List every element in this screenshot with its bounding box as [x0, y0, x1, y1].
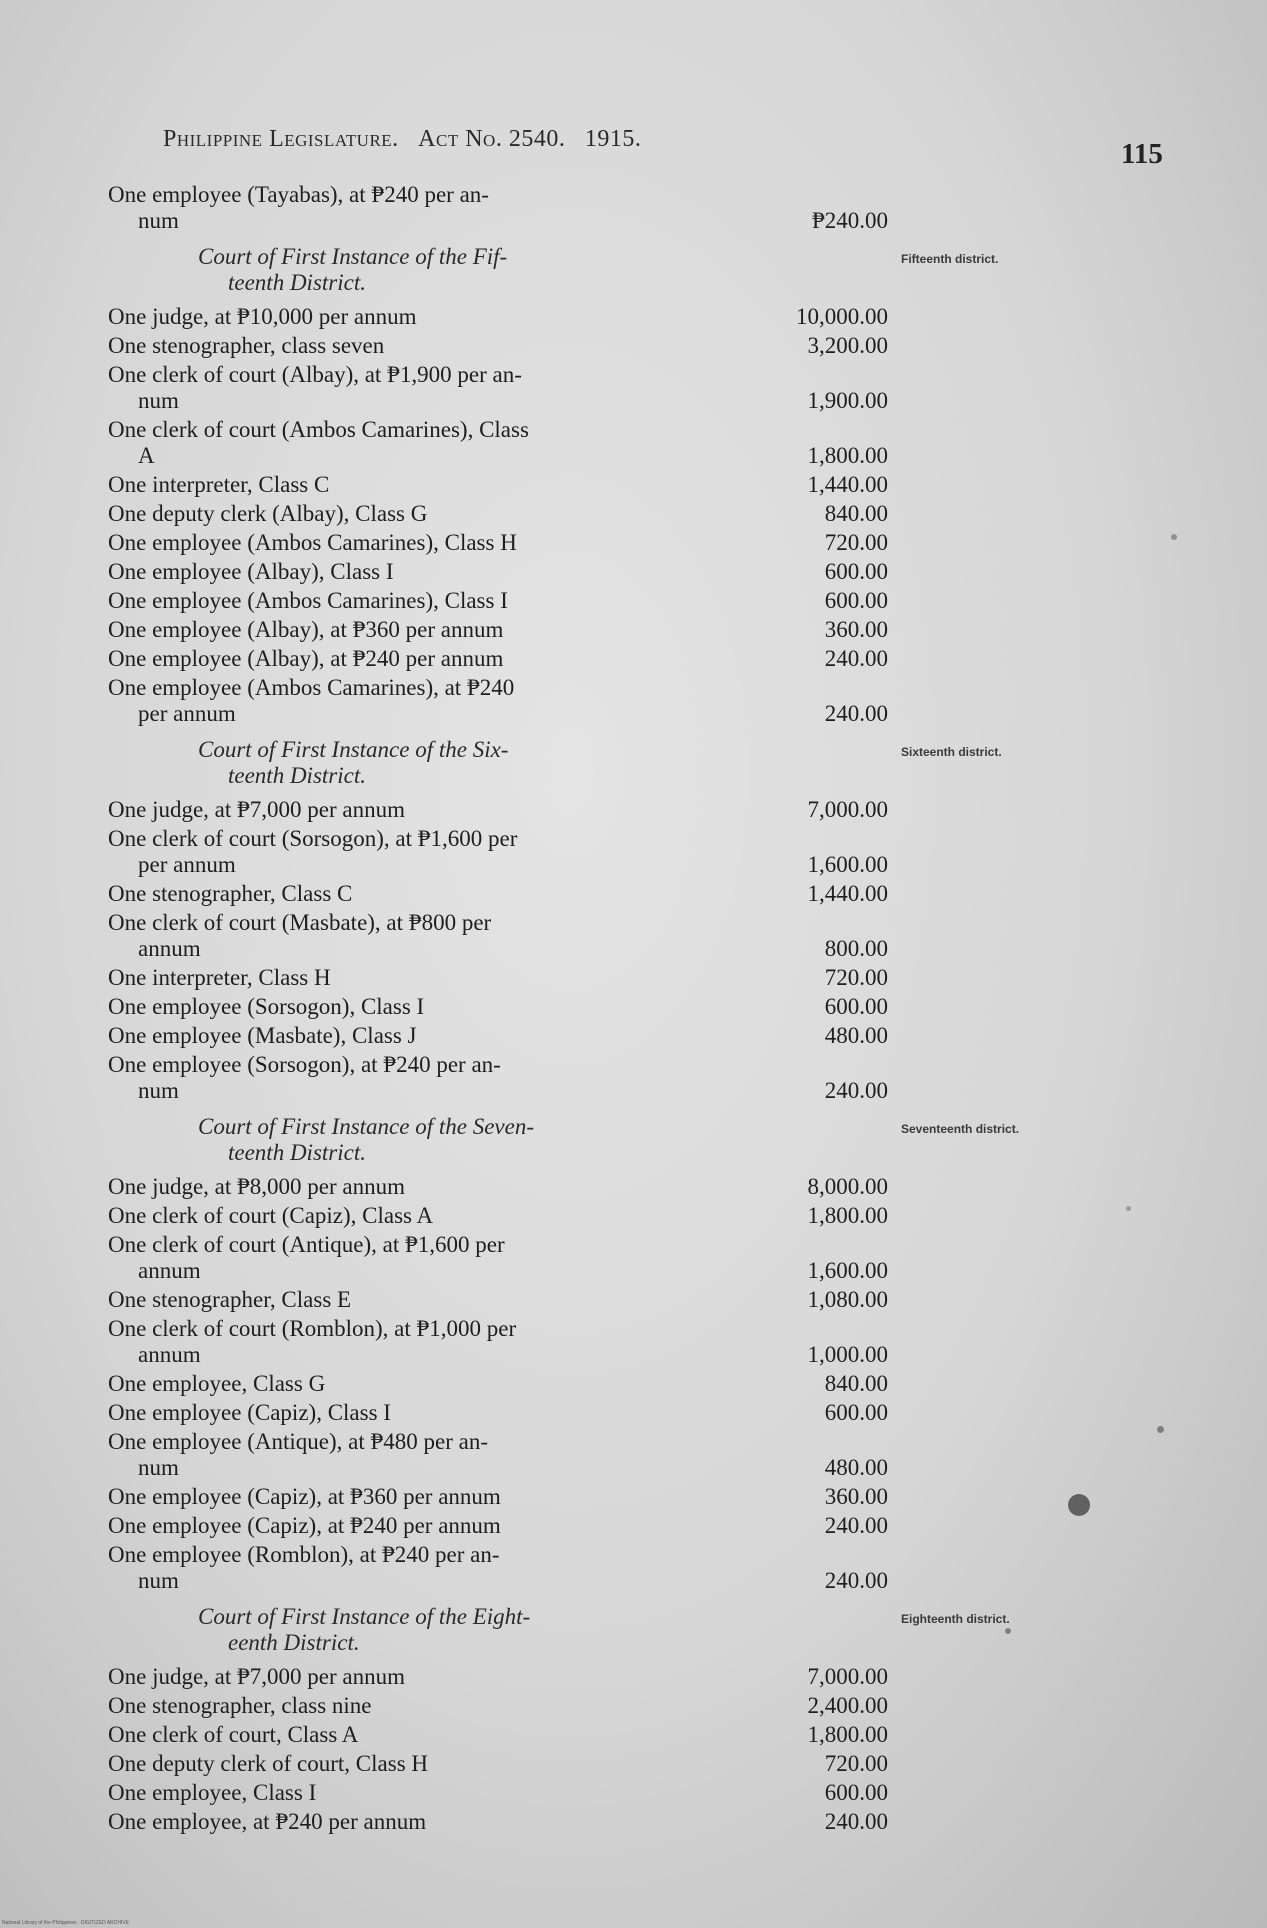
- budget-line-item: [108, 1287, 888, 1313]
- item-text-line-1: [108, 797, 702, 823]
- item-amount: 1,600.00: [807, 852, 888, 877]
- item-text: One clerk of court, Class A: [108, 1722, 359, 1747]
- item-text-line-1: [108, 675, 702, 701]
- budget-line-item: [108, 1542, 888, 1594]
- item-text-line-1: [108, 994, 702, 1020]
- item-description: [108, 1287, 702, 1313]
- budget-line-item: [108, 1174, 888, 1200]
- item-amount: 240.00: [824, 1513, 888, 1538]
- budget-line-item: [108, 617, 888, 643]
- item-description: [108, 617, 702, 643]
- item-text-line-1: [108, 304, 702, 330]
- district-title-line-2: teenth District.: [228, 763, 366, 788]
- item-description: [108, 1484, 702, 1510]
- item-text-line-1: [108, 182, 702, 208]
- district-heading: [108, 1114, 1020, 1166]
- item-description: [108, 588, 702, 614]
- item-description: [108, 417, 702, 469]
- budget-line-item: [108, 1751, 888, 1777]
- item-description: [108, 1316, 702, 1368]
- item-text-line-1: [108, 417, 702, 443]
- item-text-continued: num: [138, 388, 179, 413]
- item-text-line-2: [108, 936, 702, 962]
- item-amount: 1,600.00: [807, 1258, 888, 1283]
- item-text-line-1: [108, 1371, 702, 1397]
- item-amount: 1,080.00: [807, 1287, 888, 1312]
- item-description: [108, 472, 702, 498]
- budget-line-item: [108, 881, 888, 907]
- item-description: [108, 675, 702, 727]
- item-text: One judge, at ₱10,000 per annum: [108, 304, 417, 329]
- budget-line-item: [108, 910, 888, 962]
- item-text: One interpreter, Class C: [108, 472, 330, 497]
- budget-line-item: [108, 1722, 888, 1748]
- item-text-line-1: [108, 1203, 702, 1229]
- budget-line-item: [108, 417, 888, 469]
- item-description: [108, 910, 702, 962]
- district-title: [198, 1114, 708, 1166]
- item-description: [108, 1052, 702, 1104]
- budget-line-item: [108, 1780, 888, 1806]
- item-amount: 720.00: [824, 965, 888, 990]
- item-amount: 7,000.00: [807, 1664, 888, 1689]
- item-text: One employee, Class I: [108, 1780, 317, 1805]
- item-description: [108, 1232, 702, 1284]
- budget-line-item: [108, 1809, 888, 1835]
- item-description: [108, 182, 702, 234]
- budget-line-item: [108, 304, 888, 330]
- budget-line-item: [108, 1429, 888, 1481]
- item-text-line-1: [108, 1484, 702, 1510]
- budget-line-item: [108, 1203, 888, 1229]
- item-text: One employee (Albay), Class I: [108, 559, 394, 584]
- item-text: One employee (Albay), at ₱240 per annum: [108, 646, 504, 671]
- item-text: One deputy clerk (Albay), Class G: [108, 501, 428, 526]
- district-heading: [108, 244, 999, 296]
- budget-line-item: [108, 826, 888, 878]
- item-description: [108, 1371, 702, 1397]
- act-number: Act No. 2540.: [418, 126, 566, 152]
- margin-note: Fifteenth district.: [901, 252, 999, 266]
- district-title-line-1: Court of First Instance of the Fif-: [198, 244, 508, 269]
- item-text-line-1: [108, 1429, 702, 1455]
- item-text: One deputy clerk of court, Class H: [108, 1751, 429, 1776]
- item-text: One employee (Ambos Camarines), Class I: [108, 588, 508, 613]
- budget-line-item: [108, 501, 888, 527]
- item-text-line-1: [108, 530, 702, 556]
- item-text: One clerk of court (Romblon), at ₱1,000 per: [108, 1316, 517, 1341]
- item-text: One employee (Capiz), at ₱240 per annum: [108, 1513, 501, 1538]
- budget-line-item: [108, 994, 888, 1020]
- item-text-line-2: [108, 701, 702, 727]
- district-title-line-1: Court of First Instance of the Eight-: [198, 1604, 531, 1629]
- item-amount: 720.00: [824, 1751, 888, 1776]
- budget-line-item: [108, 182, 888, 234]
- item-text-line-1: [108, 1287, 702, 1313]
- item-text-line-2: [108, 1342, 702, 1368]
- budget-line-item: [108, 1023, 888, 1049]
- item-text-line-2: [108, 852, 702, 878]
- item-description: [108, 1174, 702, 1200]
- item-text-line-1: [108, 646, 702, 672]
- item-text: One judge, at ₱7,000 per annum: [108, 1664, 406, 1689]
- item-text-line-1: [108, 501, 702, 527]
- item-text: One employee (Tayabas), at ₱240 per an-: [108, 182, 489, 207]
- item-description: [108, 501, 702, 527]
- item-amount: 2,400.00: [807, 1693, 888, 1718]
- item-text: One stenographer, Class E: [108, 1287, 352, 1312]
- item-text: One stenographer, Class C: [108, 881, 353, 906]
- item-description: [108, 826, 702, 878]
- item-text: One employee (Capiz), at ₱360 per annum: [108, 1484, 501, 1509]
- budget-line-item: [108, 1664, 888, 1690]
- item-amount: 600.00: [824, 1780, 888, 1805]
- item-amount: 1,900.00: [807, 388, 888, 413]
- budget-line-item: [108, 1316, 888, 1368]
- ink-speck: [1005, 1628, 1011, 1634]
- ink-speck: [1068, 1494, 1090, 1516]
- item-text-line-1: [108, 472, 702, 498]
- item-text: One employee (Sorsogon), at ₱240 per an-: [108, 1052, 501, 1077]
- item-amount: 600.00: [824, 559, 888, 584]
- item-text-line-1: [108, 617, 702, 643]
- item-amount: 480.00: [824, 1455, 888, 1480]
- item-text-continued: A: [138, 443, 155, 468]
- item-amount: 480.00: [824, 1023, 888, 1048]
- budget-line-item: [108, 1232, 888, 1284]
- item-amount: 8,000.00: [807, 1174, 888, 1199]
- item-text-line-1: [108, 559, 702, 585]
- item-text-line-2: [108, 1078, 702, 1104]
- margin-note: Sixteenth district.: [901, 745, 1002, 759]
- item-text: One interpreter, Class H: [108, 965, 331, 990]
- item-text: One employee (Antique), at ₱480 per an-: [108, 1429, 489, 1454]
- item-text-line-1: [108, 588, 702, 614]
- budget-line-item: [108, 1052, 888, 1104]
- item-amount: 720.00: [824, 530, 888, 555]
- budget-line-item: [108, 797, 888, 823]
- item-amount: 10,000.00: [796, 304, 888, 329]
- ink-speck: [1171, 534, 1177, 540]
- item-amount: 360.00: [824, 1484, 888, 1509]
- item-amount: 240.00: [824, 1078, 888, 1103]
- item-amount: ₱240.00: [811, 208, 888, 233]
- item-text: One employee, at ₱240 per annum: [108, 1809, 427, 1834]
- item-text-line-1: [108, 1400, 702, 1426]
- page-number: 115: [1121, 138, 1163, 170]
- district-title: [198, 737, 708, 789]
- item-text-continued: annum: [138, 1258, 201, 1283]
- district-heading: [108, 737, 1002, 789]
- item-description: [108, 1429, 702, 1481]
- item-text-line-1: [108, 1052, 702, 1078]
- item-text-line-1: [108, 1513, 702, 1539]
- item-text-line-1: [108, 1780, 702, 1806]
- item-amount: 600.00: [824, 1400, 888, 1425]
- item-amount: 1,440.00: [807, 472, 888, 497]
- item-text: One employee (Masbate), Class J: [108, 1023, 417, 1048]
- item-amount: 1,800.00: [807, 1203, 888, 1228]
- item-text: One employee (Capiz), Class I: [108, 1400, 391, 1425]
- item-amount: 240.00: [824, 646, 888, 671]
- budget-line-item: [108, 1371, 888, 1397]
- budget-line-item: [108, 965, 888, 991]
- district-title: [198, 244, 708, 296]
- item-text: One employee (Romblon), at ₱240 per an-: [108, 1542, 500, 1567]
- district-title-line-1: Court of First Instance of the Seven-: [198, 1114, 534, 1139]
- item-text-line-1: [108, 362, 702, 388]
- item-description: [108, 1513, 702, 1539]
- item-description: [108, 333, 702, 359]
- appropriation-list: [108, 182, 1020, 1838]
- item-description: [108, 646, 702, 672]
- running-head: [163, 126, 641, 153]
- budget-line-item: [108, 675, 888, 727]
- item-amount: 3,200.00: [807, 333, 888, 358]
- item-text-continued: num: [138, 1568, 179, 1593]
- item-text-line-1: [108, 1809, 702, 1835]
- item-text: One stenographer, class nine: [108, 1693, 372, 1718]
- item-text-line-2: [108, 1568, 702, 1594]
- item-text-continued: num: [138, 1455, 179, 1480]
- item-text-line-1: [108, 1174, 702, 1200]
- item-description: [108, 559, 702, 585]
- item-description: [108, 797, 702, 823]
- item-text-line-1: [108, 1751, 702, 1777]
- item-amount: 1,800.00: [807, 1722, 888, 1747]
- item-text-continued: annum: [138, 1342, 201, 1367]
- item-amount: 1,000.00: [807, 1342, 888, 1367]
- item-text: One clerk of court (Albay), at ₱1,900 per an-: [108, 362, 522, 387]
- item-amount: 800.00: [824, 936, 888, 961]
- budget-line-item: [108, 559, 888, 585]
- ink-speck: [1157, 1426, 1164, 1433]
- district-heading: [108, 1604, 1010, 1656]
- item-text: One stenographer, class seven: [108, 333, 385, 358]
- item-amount: 240.00: [824, 1568, 888, 1593]
- item-description: [108, 362, 702, 414]
- item-text-continued: per annum: [138, 852, 236, 877]
- item-amount: 600.00: [824, 994, 888, 1019]
- item-text-line-2: [108, 443, 702, 469]
- item-description: [108, 1203, 702, 1229]
- item-amount: 600.00: [824, 588, 888, 613]
- item-description: [108, 1780, 702, 1806]
- budget-line-item: [108, 362, 888, 414]
- item-amount: 7,000.00: [807, 797, 888, 822]
- budget-line-item: [108, 472, 888, 498]
- item-amount: 240.00: [824, 701, 888, 726]
- item-description: [108, 1664, 702, 1690]
- item-description: [108, 1542, 702, 1594]
- item-text-line-1: [108, 1316, 702, 1342]
- item-text-line-2: [108, 388, 702, 414]
- budget-line-item: [108, 530, 888, 556]
- item-amount: 1,800.00: [807, 443, 888, 468]
- item-text: One judge, at ₱8,000 per annum: [108, 1174, 406, 1199]
- item-text-continued: per annum: [138, 701, 236, 726]
- item-text-line-1: [108, 1232, 702, 1258]
- item-description: [108, 881, 702, 907]
- item-text: One clerk of court (Antique), at ₱1,600 per: [108, 1232, 505, 1257]
- item-text-line-1: [108, 965, 702, 991]
- item-amount: 360.00: [824, 617, 888, 642]
- item-text: One clerk of court (Masbate), at ₱800 per: [108, 910, 492, 935]
- item-text-continued: num: [138, 208, 179, 233]
- district-title-line-2: teenth District.: [228, 1140, 366, 1165]
- item-description: [108, 304, 702, 330]
- item-text-line-1: [108, 881, 702, 907]
- district-title-line-2: eenth District.: [228, 1630, 360, 1655]
- item-text: One clerk of court (Sorsogon), at ₱1,600 per: [108, 826, 518, 851]
- item-text-line-1: [108, 1693, 702, 1719]
- budget-line-item: [108, 588, 888, 614]
- ink-speck: [1126, 1206, 1131, 1211]
- district-title-line-1: Court of First Instance of the Six-: [198, 737, 509, 762]
- item-text-line-2: [108, 1455, 702, 1481]
- item-text: One clerk of court (Ambos Camarines), Class: [108, 417, 529, 442]
- item-amount: 240.00: [824, 1809, 888, 1834]
- item-description: [108, 1400, 702, 1426]
- budget-line-item: [108, 333, 888, 359]
- item-text-line-1: [108, 910, 702, 936]
- item-description: [108, 1809, 702, 1835]
- item-description: [108, 1023, 702, 1049]
- item-text-continued: annum: [138, 936, 201, 961]
- item-text-line-1: [108, 826, 702, 852]
- item-text-line-2: [108, 1258, 702, 1284]
- item-description: [108, 1722, 702, 1748]
- item-text-line-1: [108, 1542, 702, 1568]
- item-text-line-1: [108, 333, 702, 359]
- item-amount: 840.00: [824, 501, 888, 526]
- item-text: One employee (Sorsogon), Class I: [108, 994, 425, 1019]
- item-text: One judge, at ₱7,000 per annum: [108, 797, 406, 822]
- item-amount: 1,440.00: [807, 881, 888, 906]
- item-text-line-1: [108, 1722, 702, 1748]
- item-description: [108, 1751, 702, 1777]
- item-description: [108, 530, 702, 556]
- legislature-title: Philippine Legislature.: [163, 126, 399, 152]
- footer-watermark: National Library of the Philippines · DIGITIZED ARCHIVE: [2, 1920, 129, 1926]
- item-text: One clerk of court (Capiz), Class A: [108, 1203, 434, 1228]
- margin-note: Eighteenth district.: [901, 1612, 1010, 1626]
- margin-note: Seventeenth district.: [901, 1122, 1020, 1136]
- budget-line-item: [108, 1400, 888, 1426]
- item-text: One employee, Class G: [108, 1371, 326, 1396]
- item-text: One employee (Ambos Camarines), Class H: [108, 530, 517, 555]
- item-text-line-1: [108, 1664, 702, 1690]
- item-text: One employee (Ambos Camarines), at ₱240: [108, 675, 515, 700]
- item-amount: 840.00: [824, 1371, 888, 1396]
- item-description: [108, 965, 702, 991]
- year: 1915.: [584, 126, 642, 152]
- budget-line-item: [108, 1513, 888, 1539]
- item-text-line-1: [108, 1023, 702, 1049]
- item-text: One employee (Albay), at ₱360 per annum: [108, 617, 504, 642]
- district-title: [198, 1604, 708, 1656]
- item-description: [108, 994, 702, 1020]
- budget-line-item: [108, 1693, 888, 1719]
- item-text-line-2: [108, 208, 702, 234]
- item-description: [108, 1693, 702, 1719]
- budget-line-item: [108, 646, 888, 672]
- district-title-line-2: teenth District.: [228, 270, 366, 295]
- budget-line-item: [108, 1484, 888, 1510]
- item-text-continued: num: [138, 1078, 179, 1103]
